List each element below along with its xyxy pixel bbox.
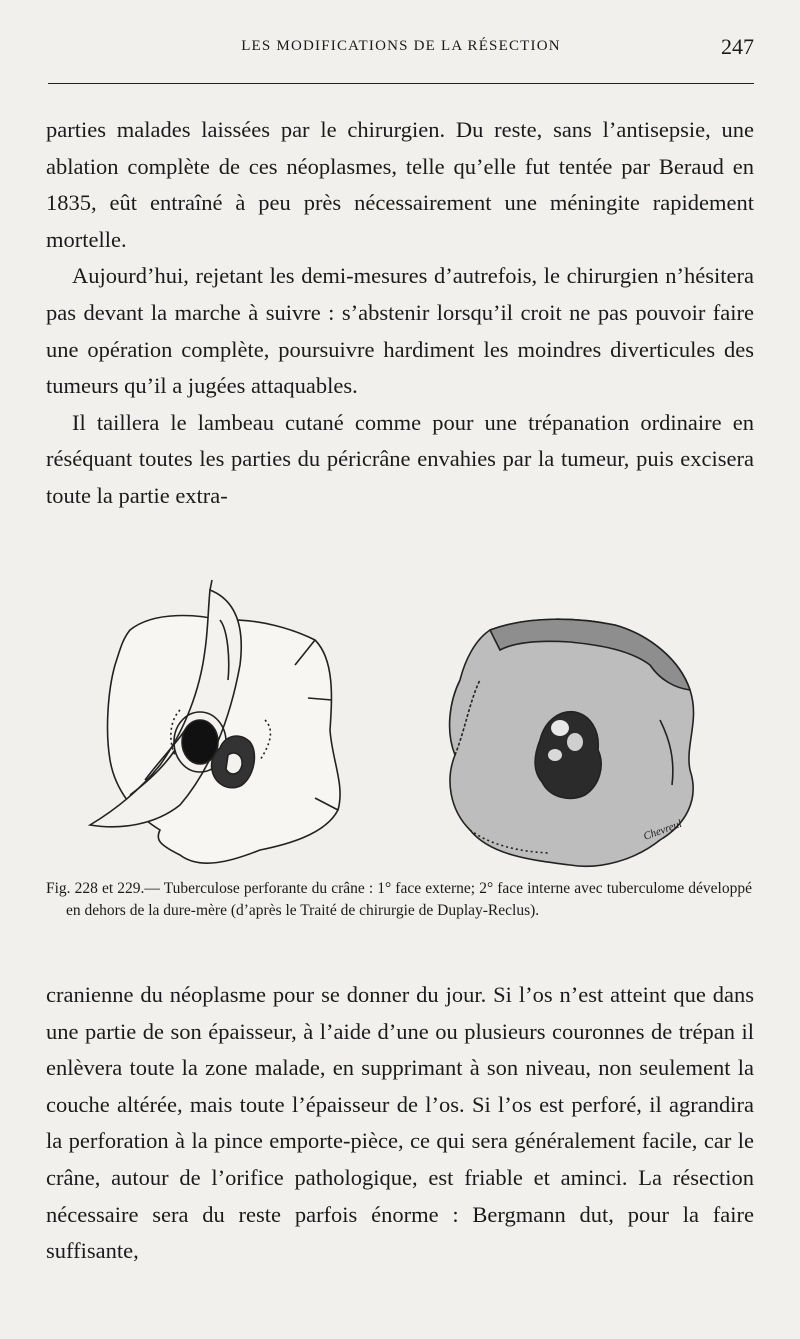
paragraph: Il taillera le lambeau cutané comme pour une trépanation ordinaire en réséquant toutes les parties du péricrâne envahies par la tumeur, puis excisera toute la partie extra- [46,409,754,508]
body-text-top [46,112,754,515]
external-face-drawing [90,580,340,863]
figure-caption [46,878,752,921]
artist-signature: Chevreul [641,817,684,843]
paragraph: parties malades laissées par le chirurgien. Du reste, sans l’antisepsie, une ablation complète de ces néoplasmes, telle qu’elle fut tentée par Beraud en 1835, eût entraîné à peu près nécessairement une méningite rapidement mortelle. [46,117,754,252]
paragraph: Aujourd’hui, rejetant les demi-mesures d’autrefois, le chirurgien n’hésitera pas devant la marche à suivre : s’abstenir lorsqu’il croit ne pas pouvoir faire une opération complète, poursuivre hardiment les moindres diverticules des tumeurs qu’il a jugées attaquables. [46,263,754,399]
figure-illustration [60,570,740,870]
running-title: LES MODIFICATIONS DE LA RÉSECTION [241,38,561,54]
caption-text: Fig. 228 et 229.— Tuberculose perforante du crâne : 1° face externe; 2° face interne avec tuberculome développé en dehors de la dure-mère (d’après le Traité de chirurgie de Duplay-Reclus). [46,880,752,919]
skull-illustration [60,570,740,870]
page-number: 247 [721,34,754,59]
paragraph: cranienne du néoplasme pour se donner du jour. Si l’os n’est atteint que dans une partie de son épaisseur, à l’aide d’une ou plusieurs couronnes de trépan il enlèvera toute la zone malade, en supprimant à son niveau, non seulement la couche altérée, mais toute l’épaisseur de l’os. Si l’os est perforé, il agrandira la perforation à la pince emporte-pièce, ce qui sera généralement facile, car le crâne, autour de l’orifice pathologique, est friable et aminci. La résection nécessaire sera du reste parfois énorme : Bergmann dut, pour la faire suffisante, [46,982,754,1264]
body-text-bottom [46,977,754,1270]
page-header [48,36,754,64]
header-rule [48,83,754,84]
